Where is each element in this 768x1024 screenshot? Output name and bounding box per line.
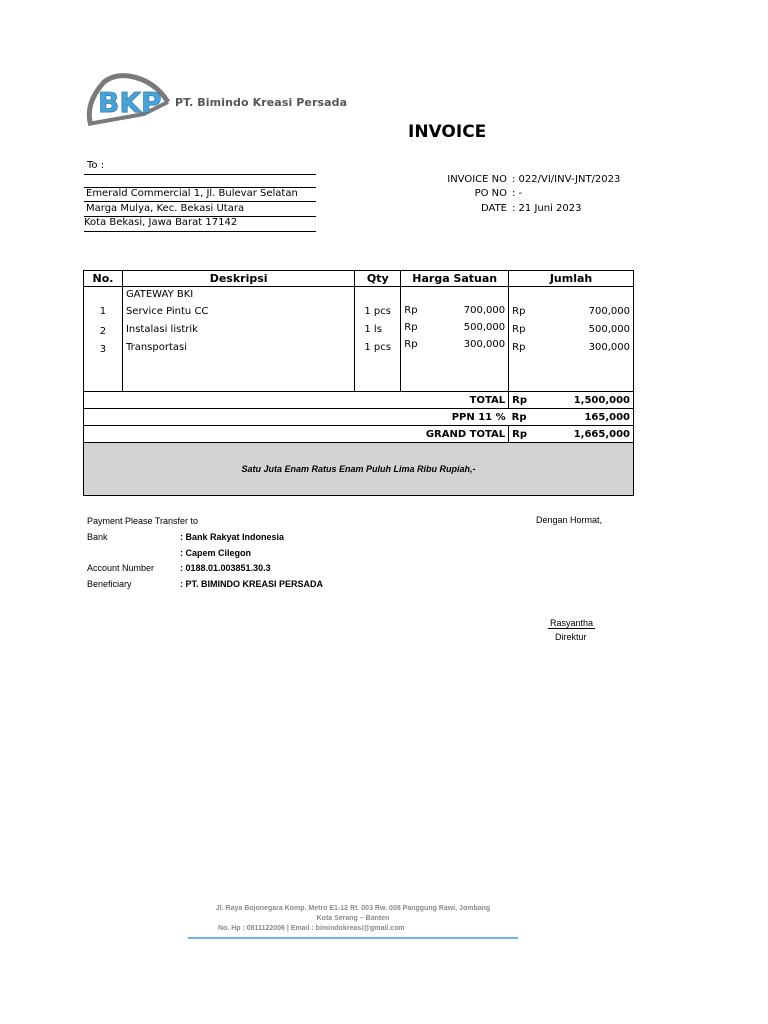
company-logo — [84, 72, 174, 132]
currency: Rp — [404, 305, 418, 316]
qty-unit: ls — [373, 324, 382, 335]
row-description: Instalasi listrik — [125, 324, 198, 335]
tax-label: PPN 11 % — [84, 409, 509, 426]
row-amount — [512, 339, 630, 357]
qty-column — [355, 287, 401, 392]
qty-number: 1 — [364, 306, 371, 317]
address-line-3: Kota Bekasi, Jawa Barat 17142 — [84, 217, 238, 228]
address-line-1: Emerald Commercial 1, Jl. Bulevar Selatan — [86, 188, 298, 199]
header-description: Deskripsi — [122, 271, 354, 287]
amount-column — [509, 287, 634, 392]
grand-total-label: GRAND TOTAL — [84, 426, 509, 443]
logo-mark — [84, 72, 174, 132]
grand-total-cell — [509, 426, 634, 443]
to-label: To : — [87, 160, 105, 171]
footer-line-2: Kota Serang – Banten — [316, 915, 390, 922]
row-unit-price — [404, 339, 505, 357]
footer-line-1: Jl. Raya Bojonegara Komp. Metro E1-12 Rt. 003 Rw. 008 Panggung Rawi, Jombang — [215, 905, 491, 912]
row-qty — [364, 321, 400, 339]
footer-divider — [188, 937, 518, 939]
bank-value: : Bank Rakyat Indonesia — [180, 532, 285, 542]
amount-value: 300,000 — [588, 342, 630, 353]
no-column — [84, 287, 123, 392]
qty-unit: pcs — [373, 306, 391, 317]
header-no: No. — [84, 271, 123, 287]
beneficiary-label: Beneficiary — [87, 579, 132, 589]
bank-label: Bank — [87, 532, 108, 542]
group-title: GATEWAY BKI — [125, 289, 194, 300]
description-column — [122, 287, 354, 392]
account-number-label: Account Number — [87, 563, 155, 573]
branch-value: : Capem Cilegon — [180, 548, 252, 558]
currency: Rp — [511, 411, 527, 423]
currency: Rp — [512, 306, 526, 317]
row-unit-price — [404, 303, 505, 321]
table-header — [84, 271, 634, 287]
logo-text: BKP — [98, 86, 162, 119]
total-label: TOTAL — [84, 392, 509, 409]
qty-number: 1 — [364, 324, 371, 335]
tax-row — [84, 409, 634, 426]
grand-total-row — [84, 426, 634, 443]
currency: Rp — [512, 394, 527, 406]
date-label: DATE — [480, 203, 507, 214]
total-row — [84, 392, 634, 409]
invoice-title: INVOICE — [408, 122, 487, 142]
footer-line-3: No. Hp : 0811122006 | Email : bimindokreasi@gmail.com — [218, 925, 405, 932]
row-no: 1 — [99, 306, 107, 317]
greeting: Dengan Hormat, — [536, 515, 603, 525]
header-unit-price: Harga Satuan — [401, 271, 509, 287]
header-amount: Jumlah — [509, 271, 634, 287]
header-qty: Qty — [355, 271, 401, 287]
account-number-value: : 0188.01.003851.30.3 — [180, 563, 271, 573]
unit-price-value: 300,000 — [463, 339, 506, 350]
payment-intro: Payment Please Transfer to — [87, 516, 199, 526]
company-name: PT. Bimindo Kreasi Persada — [175, 96, 348, 109]
row-amount — [512, 303, 630, 321]
date-value: : 21 Juni 2023 — [512, 203, 582, 214]
row-no: 3 — [99, 344, 107, 355]
invoice-table — [83, 270, 634, 496]
qty-unit: pcs — [373, 342, 391, 353]
tax-cell — [509, 409, 634, 426]
row-amount — [512, 321, 630, 339]
grand-total-value: 1,665,000 — [573, 428, 630, 440]
signatory-name: Rasyantha — [550, 618, 594, 628]
row-no: 2 — [99, 326, 107, 337]
invoice-no-value: : 022/VI/INV-JNT/2023 — [512, 174, 621, 185]
address-line-2: Marga Mulya, Kec. Bekasi Utara — [86, 203, 245, 214]
amount-in-words-row — [84, 443, 634, 496]
currency: Rp — [512, 428, 527, 440]
amount-in-words: Satu Juta Enam Ratus Enam Puluh Lima Ribu Rupiah,- — [84, 443, 634, 496]
unit-price-value: 500,000 — [463, 322, 506, 333]
tax-value: 165,000 — [584, 411, 630, 423]
divider — [84, 201, 316, 202]
po-no-value: : - — [512, 188, 523, 199]
currency: Rp — [512, 324, 526, 335]
po-no-label: PO NO — [474, 188, 507, 199]
row-unit-price — [404, 321, 505, 339]
divider — [84, 174, 316, 175]
unit-price-column — [401, 287, 509, 392]
total-value: 1,500,000 — [573, 394, 630, 406]
total-cell — [509, 392, 634, 409]
unit-price-value: 700,000 — [463, 305, 506, 316]
row-qty — [364, 303, 400, 321]
table-body — [84, 287, 634, 392]
row-description: Service Pintu CC — [125, 306, 209, 317]
amount-value: 500,000 — [588, 324, 630, 335]
footer-address — [188, 904, 518, 944]
currency: Rp — [404, 322, 418, 333]
row-qty — [364, 339, 400, 357]
invoice-no-label: INVOICE NO — [447, 174, 507, 185]
currency: Rp — [512, 342, 526, 353]
currency: Rp — [404, 339, 418, 350]
amount-value: 700,000 — [588, 306, 630, 317]
row-description: Transportasi — [125, 342, 187, 353]
divider — [84, 231, 316, 232]
beneficiary-value: : PT. BIMINDO KREASI PERSADA — [180, 579, 324, 589]
qty-number: 1 — [364, 342, 371, 353]
signatory-position: Direktur — [555, 632, 587, 642]
